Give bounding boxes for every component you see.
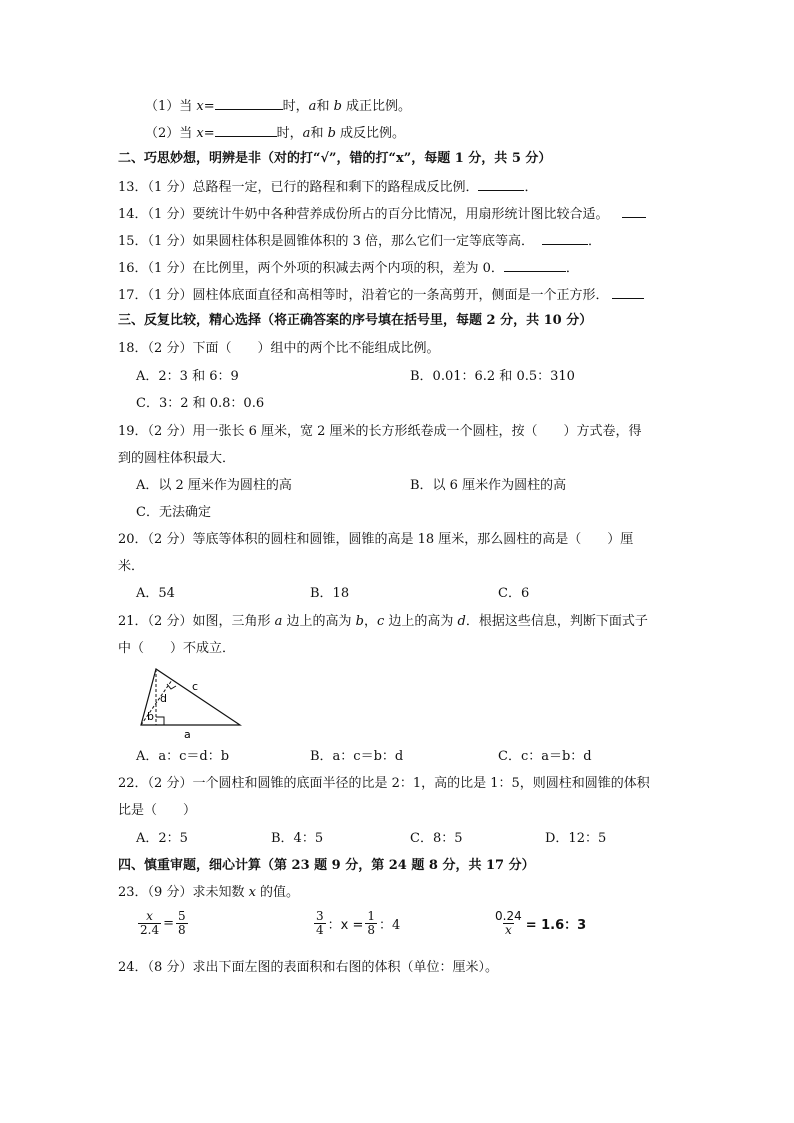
q19-option-a[interactable]: A．以 2 厘米作为圆柱的高 (136, 478, 292, 493)
answer-blank[interactable] (504, 258, 566, 272)
q21-option-c[interactable]: C．c：a＝b：d (498, 749, 592, 764)
answer-blank[interactable] (215, 123, 277, 137)
q19-option-c[interactable]: C．无法确定 (136, 505, 211, 520)
label-b: b (147, 710, 154, 723)
question-18: 18．（2 分）下面（ ）组中的两个比不能组成比例。 (118, 341, 440, 356)
question-13: 13．（1 分）总路程一定，已行的路程和剩下的路程成反比例． ． (118, 177, 537, 197)
question-23: 23．（9 分）求未知数 x 的值。 (118, 885, 300, 900)
right-angle-mark-b (156, 717, 164, 725)
q22-option-c[interactable]: C．8：5 (410, 831, 463, 846)
question-22-line2: 比是（ ） (118, 803, 197, 818)
equation-2: $\frac{3}{4}$ ：x = $\frac{1}{8}$ ：4 (316, 909, 401, 937)
q12-sub1: （1）当 x= 时，a和 b 成正比例。 (145, 96, 411, 116)
answer-blank[interactable] (622, 204, 646, 218)
answer-blank[interactable] (542, 231, 588, 245)
question-15: 15．（1 分）如果圆柱体积是圆锥体积的 3 倍，那么它们一定等底等高． ． (118, 231, 601, 251)
label-d: d (160, 692, 167, 705)
question-19-line1: 19．（2 分）用一张长 6 厘米，宽 2 厘米的长方形纸卷成一个圆柱，按（ ）方式卷，得 (118, 424, 642, 439)
equation-3: $\frac{0.24}{x}$ = 1.6：3 (495, 909, 587, 937)
section-3-title: 三、反复比较，精心选择（将正确答案的序号填在括号里，每题 2 分，共 10 分） (118, 313, 593, 328)
answer-blank[interactable] (215, 96, 283, 110)
answer-blank[interactable] (478, 177, 524, 191)
question-14: 14．（1 分）要统计牛奶中各种营养成份所占的百分比情况，用扇形统计图比较合适。 (118, 204, 646, 224)
fraction: $\frac{5}{8}$ (178, 909, 186, 937)
question-20-line1: 20．（2 分）等底等体积的圆柱和圆锥，圆锥的高是 18 厘米，那么圆柱的高是（ ）厘 (118, 532, 634, 547)
equation-1: $\frac{x}{2.4}$ = $\frac{5}{8}$ (140, 909, 186, 937)
q18-option-a[interactable]: A．2：3 和 6：9 (136, 369, 239, 384)
q20-option-a[interactable]: A．54 (136, 586, 175, 601)
q21-option-b[interactable]: B．a：c＝b：d (310, 749, 404, 764)
question-20-line2: 米． (118, 559, 145, 574)
fraction: $\frac{3}{4}$ (316, 909, 324, 937)
label-c: c (192, 680, 199, 693)
question-19-line2: 到的圆柱体积最大． (118, 451, 236, 466)
q12-sub2: （2）当 x= 时，a和 b 成反比例。 (145, 123, 405, 143)
q18-option-b[interactable]: B．0.01：6.2 和 0.5：310 (410, 369, 575, 384)
q18-option-c[interactable]: C．3：2 和 0.8：0.6 (136, 396, 265, 411)
q22-option-b[interactable]: B．4：5 (271, 831, 324, 846)
fraction: $\frac{0.24}{x}$ (495, 909, 522, 937)
q19-option-b[interactable]: B．以 6 厘米作为圆柱的高 (410, 478, 567, 493)
question-21-line2: 中（ ）不成立． (118, 641, 236, 656)
section-4-title: 四、慎重审题，细心计算（第 23 题 9 分，第 24 题 8 分，共 17 分） (118, 858, 535, 873)
question-16: 16．（1 分）在比例里，两个外项的积减去两个内项的积，差为 0． ． (118, 258, 579, 278)
triangle-figure (134, 662, 246, 742)
question-21-line1: 21．（2 分）如图，三角形 a 边上的高为 b，c 边上的高为 d．根据这些信息，判断下面式子 (118, 614, 648, 629)
question-22-line1: 22．（2 分）一个圆柱和圆锥的底面半径的比是 2：1，高的比是 1：5，则圆柱和圆锥的体积 (118, 776, 650, 791)
fraction: $\frac{x}{2.4}$ (140, 909, 160, 937)
q22-option-a[interactable]: A．2：5 (136, 831, 188, 846)
q21-option-a[interactable]: A．a：c＝d：b (136, 749, 230, 764)
answer-blank[interactable] (612, 285, 644, 299)
q22-option-d[interactable]: D．12：5 (545, 831, 607, 846)
fraction: $\frac{1}{8}$ (367, 909, 375, 937)
question-24: 24．（8 分）求出下面左图的表面积和右图的体积（单位：厘米）。 (118, 960, 498, 975)
question-17: 17．（1 分）圆柱体底面直径和高相等时，沿着它的一条高剪开，侧面是一个正方形． (118, 285, 644, 305)
section-2-title: 二、巧思妙想，明辨是非（对的打“√”，错的打“x”，每题 1 分，共 5 分） (118, 151, 552, 166)
right-angle-mark-d (167, 684, 176, 689)
label-a: a (184, 728, 191, 741)
q20-option-c[interactable]: C．6 (498, 586, 530, 601)
q20-option-b[interactable]: B．18 (310, 586, 350, 601)
